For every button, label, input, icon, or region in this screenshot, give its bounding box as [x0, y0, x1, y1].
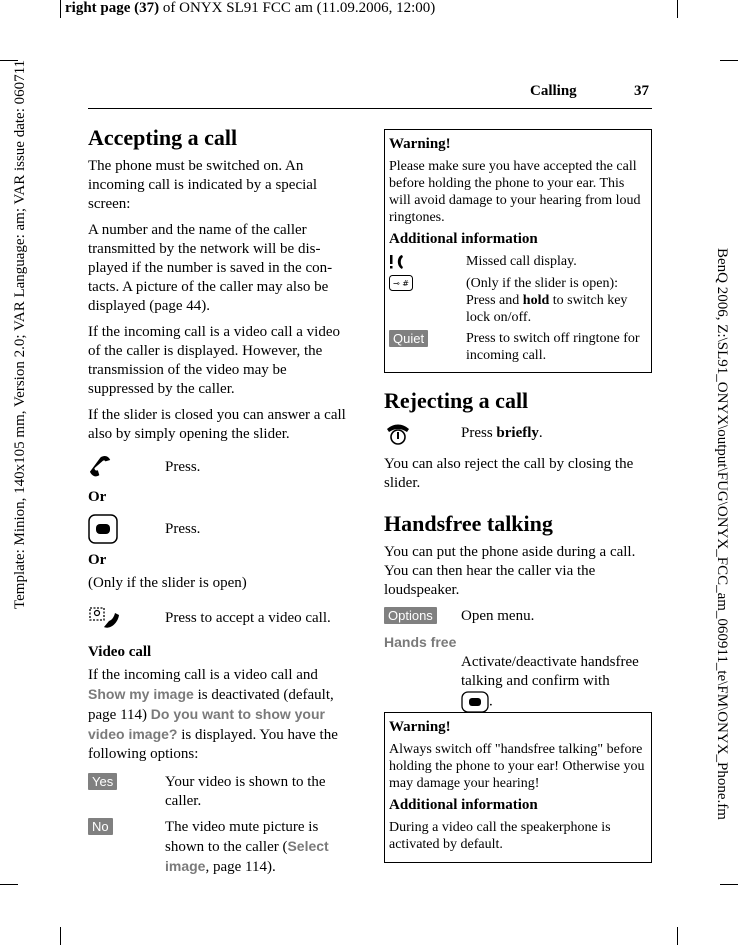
- info-row: [389, 275, 647, 326]
- right-margin-file-path: BenQ 2006, Z:\SL91_ONYX\output\FUG\ONYX_FCC_am_060911_te\FM\ONYX_Phone.fm: [714, 248, 730, 820]
- section-title-handsfree: Handsfree talking: [384, 511, 553, 536]
- text: (Only if the slider is open): Press and: [466, 276, 619, 308]
- warning-box-ringtones: [384, 129, 652, 373]
- print-slug: right page (37) of ONYX SL91 FCC am (11.09.2006, 12:00): [65, 0, 436, 16]
- paragraph: You can also reject the call by closing the slider.: [384, 456, 634, 491]
- option-row-no: [88, 818, 353, 877]
- step-row: [88, 514, 353, 544]
- additional-info-heading: Additional information: [389, 797, 538, 813]
- menu-option-select-image: Select image: [165, 838, 329, 874]
- crop-mark: [720, 60, 738, 61]
- info-row: [389, 330, 647, 364]
- text: Press: [461, 425, 497, 441]
- center-key-icon: [88, 514, 165, 544]
- left-margin-template-note: Template: Minion, 140x105 mm, Version 2.0; VAR Language: am; VAR issue date: 060711: [12, 60, 28, 610]
- crop-mark: [677, 927, 678, 945]
- option-text: [165, 818, 353, 877]
- menu-item-hands-free: Hands free: [384, 634, 457, 650]
- paragraph: If the incoming call is a video call a video of the caller is displayed. However, the transmission of the video may be suppressed by the caller.: [88, 324, 340, 397]
- missed-call-icon: [389, 253, 466, 271]
- section-title-accepting: Accepting a call: [88, 125, 238, 150]
- text: Activate/deactivate handsfree talking and confirm with: [461, 654, 639, 689]
- step-text: Press.: [165, 459, 201, 475]
- header-rule: [88, 108, 652, 109]
- step-row: [384, 607, 652, 626]
- text: , page 114).: [205, 859, 276, 875]
- text: is deactivated (default, page 114): [88, 687, 334, 723]
- option-text: Your video is shown to the caller.: [165, 774, 326, 809]
- menu-option-show-my-image: Show my image: [88, 686, 194, 702]
- option-row-yes: [88, 773, 353, 811]
- running-head: Calling: [530, 83, 577, 99]
- text: If the incoming call is a video call and: [88, 667, 318, 683]
- warning-box-handsfree: [384, 712, 652, 863]
- crop-mark: [60, 927, 61, 945]
- right-column: [384, 388, 652, 713]
- svg-text:⊸ #: ⊸ #: [393, 279, 409, 288]
- text: is displayed. You have the following options:: [88, 727, 338, 762]
- options-softkey[interactable]: Options: [384, 607, 437, 624]
- video-call-icon: [88, 603, 165, 631]
- call-key-icon: [88, 454, 165, 482]
- info-text: [466, 275, 647, 326]
- or-label: Or: [88, 552, 107, 568]
- warning-text: Please make sure you have accepted the call before holding the phone to your ear. This will avoid damage to your hearing from loud ringtones.: [389, 159, 641, 225]
- hash-key-icon: [389, 275, 466, 291]
- or-label: Or: [88, 489, 107, 505]
- slider-note: (Only if the slider is open): [88, 575, 247, 591]
- paragraph: If the slider is closed you can answer a call also by simply opening the slider.: [88, 407, 346, 442]
- crop-mark: [677, 0, 678, 18]
- additional-info-heading: Additional information: [389, 231, 538, 247]
- crop-mark: [720, 884, 738, 885]
- video-call-heading: Video call: [88, 644, 152, 660]
- section-title-rejecting: Rejecting a call: [384, 388, 529, 413]
- text: The video mute picture is shown to the caller (: [165, 819, 319, 855]
- warning-heading: Warning!: [389, 136, 451, 152]
- text: hold: [522, 293, 550, 308]
- prompt-text: Do you want to show your video image?: [88, 706, 325, 742]
- step-text: Press.: [165, 521, 201, 537]
- info-text: Missed call display.: [466, 254, 577, 269]
- info-text: During a video call the speakerphone is activated by default.: [389, 820, 611, 852]
- text: .: [538, 425, 543, 441]
- crop-mark: [0, 884, 18, 885]
- crop-mark: [60, 0, 61, 18]
- step-row: [384, 420, 652, 446]
- quiet-softkey[interactable]: Quiet: [389, 330, 428, 347]
- video-call-paragraph: [88, 666, 353, 764]
- no-softkey[interactable]: No: [88, 818, 113, 835]
- paragraph: A number and the name of the caller transmitted by the network will be dis-played if the number is saved in the con-tacts. A picture of the caller may also be displayed (page 44).: [88, 222, 333, 314]
- page-number: 37: [634, 83, 649, 99]
- step-text: Press to accept a video call.: [165, 610, 331, 626]
- center-key-icon: [461, 691, 489, 713]
- warning-text: Always switch off "handsfree talking" before holding the phone to your ear! Otherwise you may damage your hearing!: [389, 742, 645, 791]
- step-row: [88, 454, 353, 482]
- left-column: [88, 125, 353, 884]
- step-row: [88, 603, 353, 631]
- end-key-icon: [384, 420, 461, 446]
- step-text: [461, 420, 652, 443]
- menu-item-text: [461, 653, 641, 713]
- step-text: Open menu.: [461, 608, 535, 624]
- paragraph: The phone must be switched on. An incoming call is indicated by a special screen:: [88, 158, 318, 212]
- text: to switch key lock on/off.: [466, 293, 628, 325]
- info-text: Press to switch off ringtone for incoming call.: [466, 331, 640, 363]
- info-row: [389, 253, 647, 271]
- text: briefly: [496, 425, 539, 441]
- text: .: [489, 693, 493, 710]
- yes-softkey[interactable]: Yes: [88, 773, 117, 790]
- warning-heading: Warning!: [389, 719, 451, 735]
- paragraph: You can put the phone aside during a call. You can then hear the caller via the loudspeaker.: [384, 544, 636, 598]
